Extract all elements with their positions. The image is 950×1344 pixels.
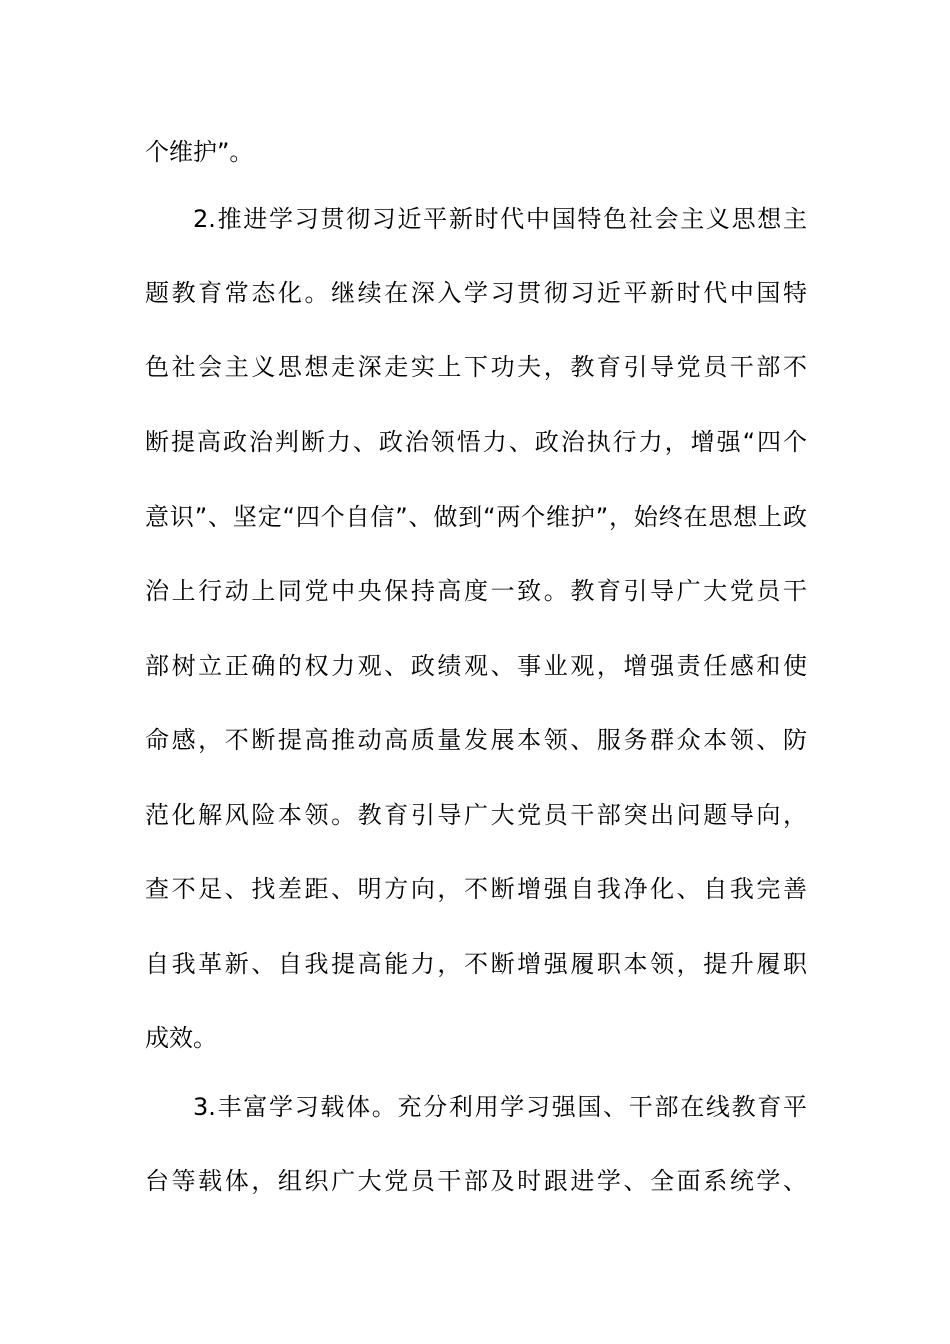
text-line: 题教育常态化。继续在深入学习贯彻习近平新时代中国特	[145, 279, 807, 307]
text-line: 范化解风险本领。教育引导广大党员干部突出问题导向，	[145, 801, 807, 829]
text-line: 成效。	[145, 1024, 217, 1052]
text-line: 色社会主义思想走深走实上下功夫，教育引导党员干部不	[145, 353, 807, 381]
text-line: 意识”、坚定“四个自信”、做到“两个维护”，始终在思想上政	[145, 503, 807, 531]
text-line: 自我革新、自我提高能力，不断增强履职本领，提升履职	[145, 950, 807, 978]
paragraph-heading-line: 2.推进学习贯彻习近平新时代中国特色社会主义思想主	[193, 205, 807, 233]
text-line: 治上行动上同党中央保持高度一致。教育引导广大党员干	[145, 577, 807, 605]
text-line: 查不足、找差距、明方向，不断增强自我净化、自我完善	[145, 875, 807, 903]
text-line: 部树立正确的权力观、政绩观、事业观，增强责任感和使	[145, 652, 807, 680]
text-line: 台等载体，组织广大党员干部及时跟进学、全面系统学、	[145, 1167, 807, 1195]
text-line: 个维护”。	[145, 138, 254, 166]
paragraph-heading-line: 3.丰富学习载体。充分利用学习强国、干部在线教育平	[193, 1093, 807, 1121]
text-line: 命感，不断提高推动高质量发展本领、服务群众本领、防	[145, 726, 807, 754]
text-line: 断提高政治判断力、政治领悟力、政治执行力，增强“四个	[145, 428, 807, 456]
